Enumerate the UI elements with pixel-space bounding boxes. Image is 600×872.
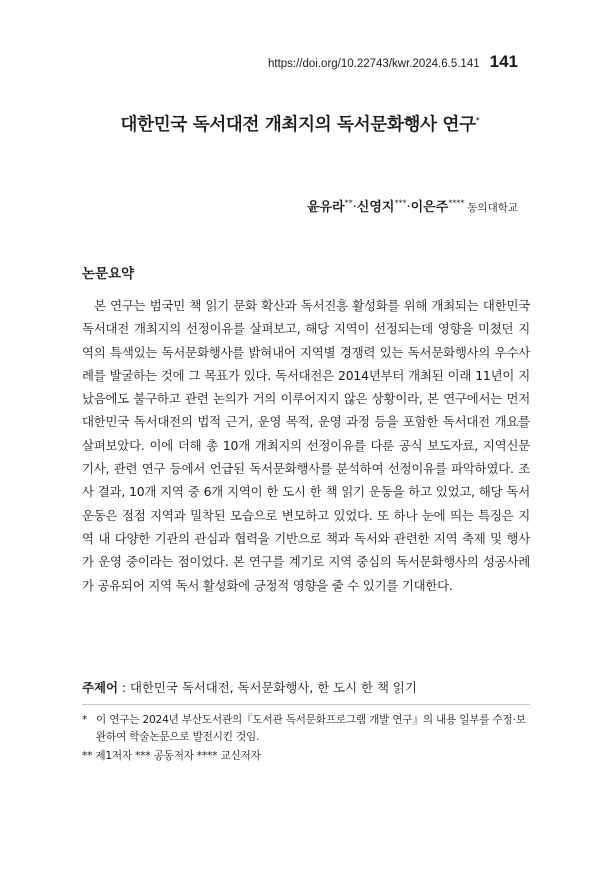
footnote-funding-text: 이 연구는 2024년 부산도서관의『도서관 독서문화프로그램 개발 연구』의 내용 일부를 수정·보완하여 학술논문으로 발전시킨 것임. xyxy=(96,714,526,743)
author-separator: · xyxy=(406,200,411,215)
author-mark: **** xyxy=(448,198,465,208)
doi-link[interactable]: https://doi.org/10.22743/kwr.2024.6.5.141 xyxy=(267,58,480,70)
title-footnote-mark: * xyxy=(475,116,480,126)
keywords-text: 대한민국 독서대전, 독서문화행사, 한 도시 한 책 읽기 xyxy=(129,680,417,695)
author-mark: *** xyxy=(394,198,407,208)
keywords-line xyxy=(82,678,417,696)
footnote-mark: * xyxy=(82,714,88,726)
paper-title xyxy=(0,111,600,136)
author-mark: ** xyxy=(344,198,353,208)
running-header xyxy=(268,52,518,72)
author-affiliation: 동의대학교 xyxy=(467,202,518,214)
author-line xyxy=(307,196,518,215)
keywords-separator: : xyxy=(117,680,130,695)
footnote-author-roles: ** 제1저자 *** 공동저자 **** 교신저자 xyxy=(82,750,261,762)
abstract-body: 본 연구는 범국민 책 읽기 문화 확산과 독서진흥 활성화를 위해 개최되는 대한민국 독서대전 개최지의 선정이유를 살펴보고, 해당 지역이 선정되는데 영향을 미쳤던 지역의 특색있는 독서문화행사를 밝혀내어 지역별 경쟁력 있는 독서문화행사의 우수사례를 발굴하는 것에 그 목표가 있다. 독서대전은 2014년부터 개최된 이래 11년이 지났음에도 불구하고 관련 논의가 거의 이루어지지 않은 상황이라, 본 연구에서는 먼저 대한민국 독서대전의 법적 근거, 운영 목적, 운영 과정 등을 포함한 독서대전 개요를 살펴보았다. 이에 더해 총 10개 개최지의 선정이유를 다룬 공식 보도자료, 지역신문기사, 관련 연구 등에서 언급된 독서문화행사를 분석하여 선정이유를 파악하였다. 조사 결과, 10개 지역 중 6개 지역이 한 도시 한 책 읽기 운동을 하고 있었고, 해당 독서운동은 점점 지역과 밀착된 모습으로 변모하고 있었다. 또 하나 눈에 띄는 특징은 지역 내 다양한 기관의 관심과 협력을 기반으로 책과 독서와 관련한 지역 축제 및 행사가 운영 중이라는 점이었다. 본 연구를 계기로 지역 중심의 독서문화행사의 성공사례가 공유되어 지역 독서 활성화에 긍정적 영향을 줄 수 있기를 기대한다. xyxy=(82,298,530,593)
author-name: 이은주 xyxy=(410,200,449,215)
paper-title-text: 대한민국 독서대전 개최지의 독서문화행사 연구 xyxy=(120,115,476,135)
footnote-funding xyxy=(82,712,530,746)
author-name: 윤유라 xyxy=(306,200,345,215)
page-number: 141 xyxy=(489,52,518,71)
footnote-divider xyxy=(82,704,530,705)
keywords-label: 주제어 xyxy=(82,680,118,695)
author-name: 신영지 xyxy=(356,200,395,215)
abstract-heading: 논문요약 xyxy=(82,266,135,282)
footnotes xyxy=(82,712,530,765)
author-separator: · xyxy=(352,200,357,215)
